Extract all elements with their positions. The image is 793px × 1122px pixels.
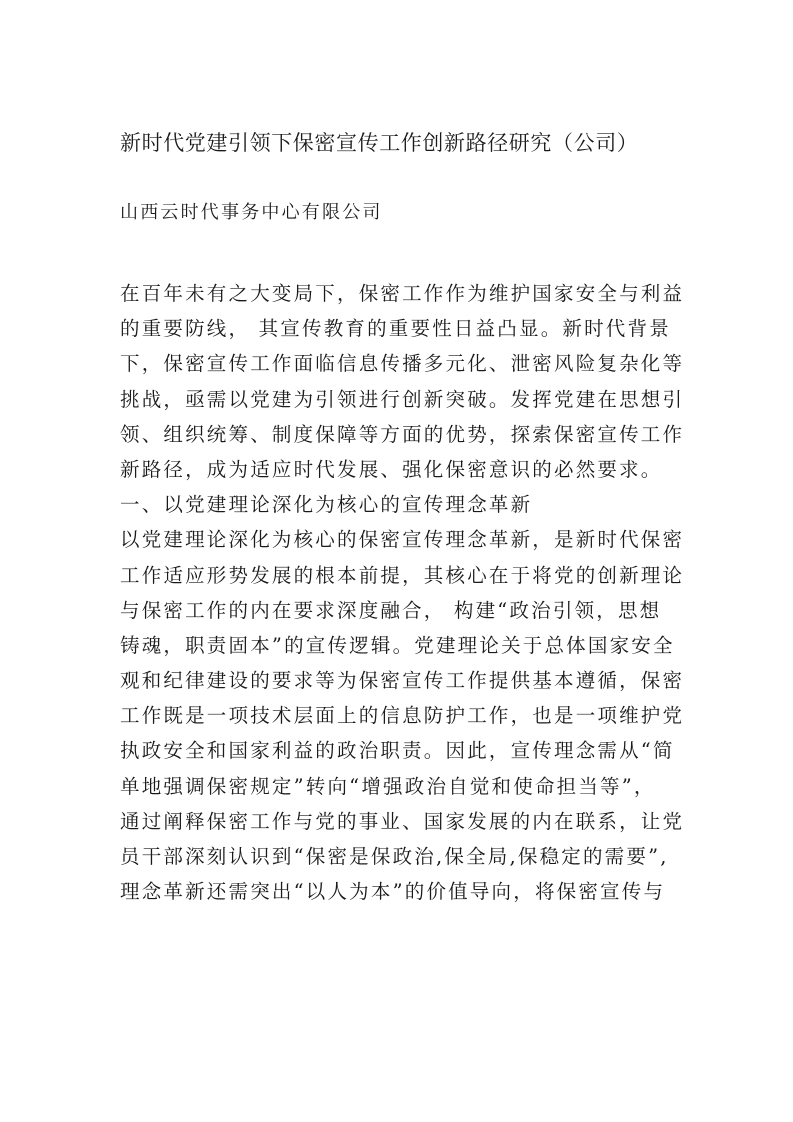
body-line: 观和纪律建设的要求等为保密宣传工作提供基本遵循，保密: [120, 669, 685, 693]
body-line: 单地强调保密规定”转向“增强政治自觉和使命担当等”，: [120, 774, 656, 798]
document-title: 新时代党建引领下保密宣传工作创新路径研究（公司）: [120, 131, 639, 155]
body-line: 理念革新还需突出“以人为本”的价值导向，将保密宣传与: [120, 880, 666, 904]
body-line: 通过阐释保密工作与党的事业、国家发展的内在联系，让党: [120, 809, 685, 833]
body-line: 领、组织统筹、制度保障等方面的优势，探索保密宣传工作: [120, 422, 685, 446]
organization-name: 山西云时代事务中心有限公司: [120, 202, 383, 223]
body-line: 下，保密宣传工作面临信息传播多元化、泄密风险复杂化等: [120, 352, 685, 376]
body-line: 挑战，亟需以党建为引领进行创新突破。发挥党建在思想引: [120, 387, 685, 411]
section-heading: 一、以党建理论深化为核心的宣传理念革新: [120, 493, 533, 517]
body-line: 执政安全和国家利益的政治职责。因此，宣传理念需从“简: [120, 739, 675, 763]
body-line: 工作既是一项技术层面上的信息防护工作，也是一项维护党: [120, 704, 685, 728]
body-line: 以党建理论深化为核心的保密宣传理念革新，是新时代保密: [120, 528, 685, 552]
body-line: 与保密工作的内在要求深度融合， 构建“政治引领，思想: [120, 598, 662, 622]
document-body: [120, 276, 685, 909]
body-line: 新路径，成为适应时代发展、强化保密意识的必然要求。: [120, 457, 663, 481]
body-line: 的重要防线， 其宣传教育的重要性日益凸显。新时代背景: [120, 317, 671, 341]
body-line: 工作适应形势发展的根本前提，其核心在于将党的创新理论: [120, 563, 685, 587]
body-line: 铸魂，职责固本”的宣传逻辑。党建理论关于总体国家安全: [120, 633, 675, 657]
body-line: 员干部深刻认识到“保密是保政治,保全局,保稳定的需要”,: [120, 845, 669, 868]
body-line: 在百年未有之大变局下，保密工作作为维护国家安全与利益: [120, 282, 685, 305]
